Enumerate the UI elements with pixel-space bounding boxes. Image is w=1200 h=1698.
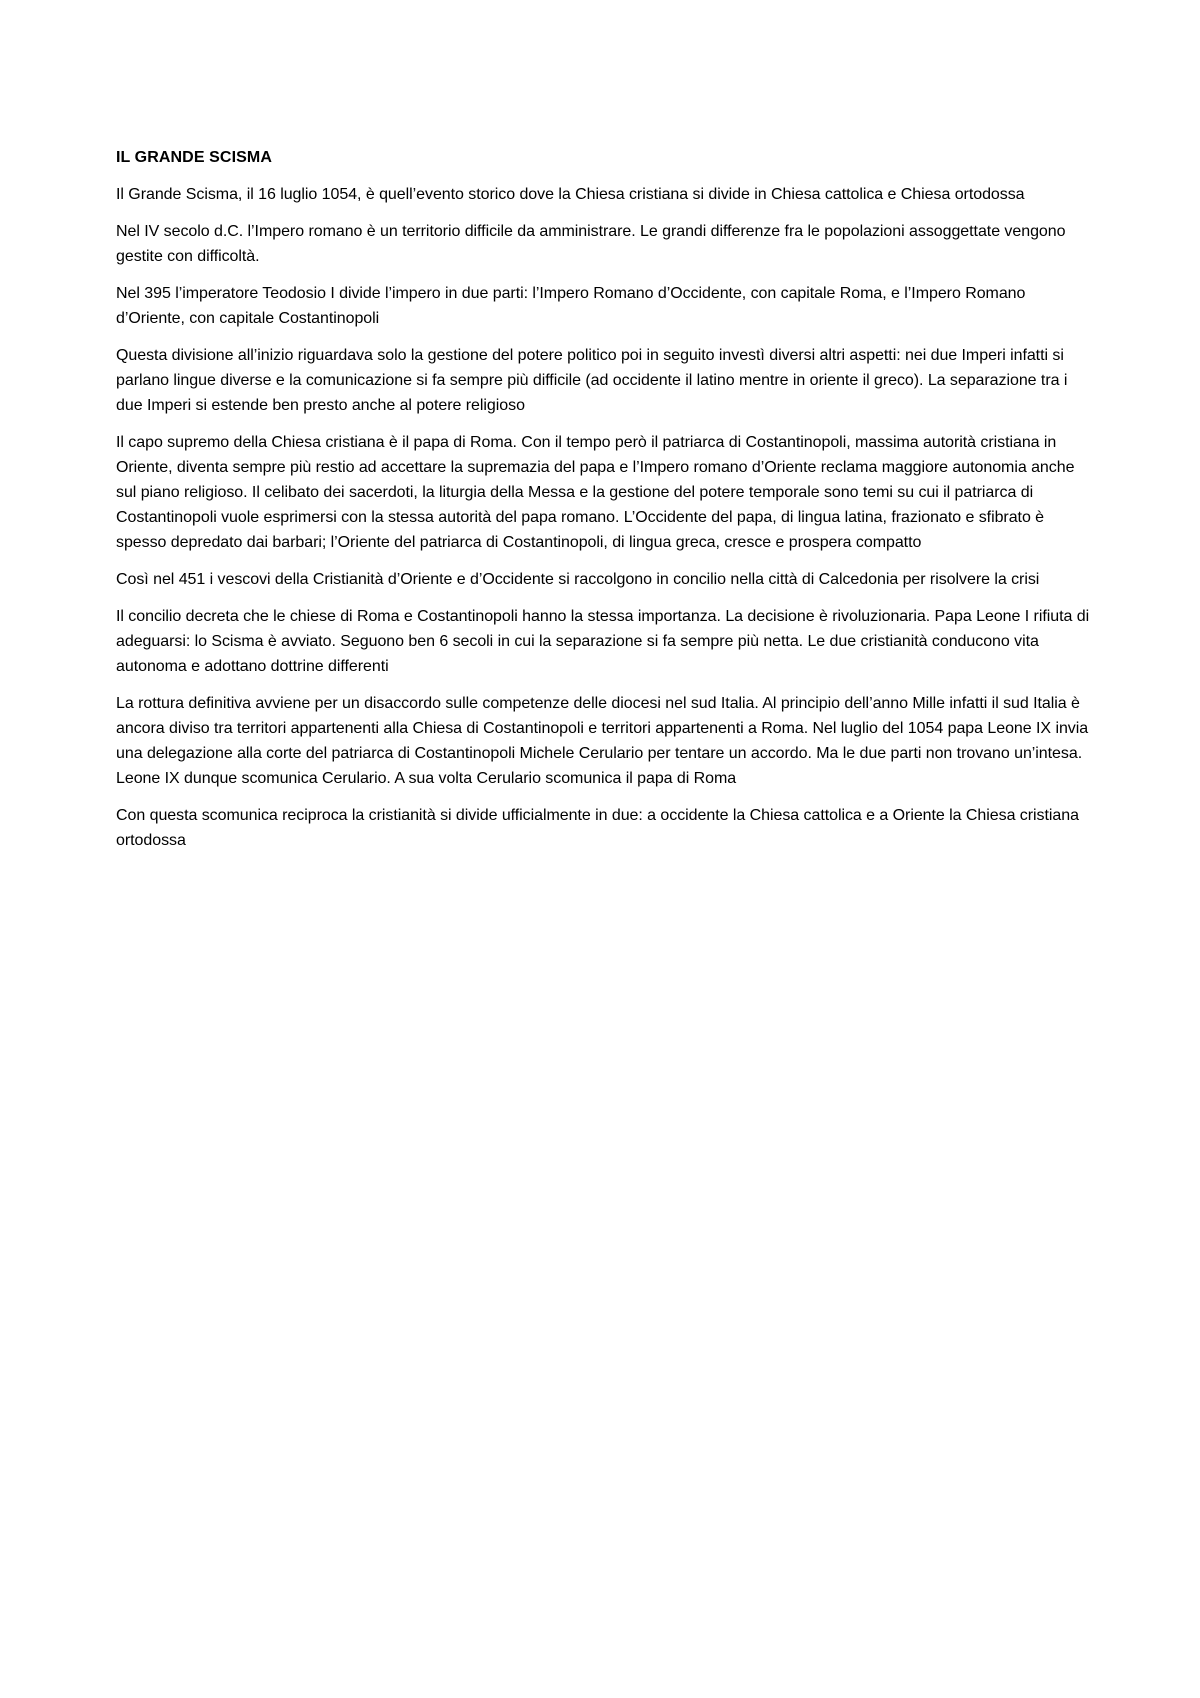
paragraph-scomunica-reciproca: Con questa scomunica reciproca la cristianità si divide ufficialmente in due: a occidente la Chiesa cattolica e a Oriente la Chiesa cristiana ortodossa [116, 807, 1079, 849]
paragraph-grande-scisma-intro: Il Grande Scisma, il 16 luglio 1054, è quell’evento storico dove la Chiesa cristiana si divide in Chiesa cattolica e Chiesa ortodossa [116, 186, 1025, 203]
paragraph-iv-secolo: Nel IV secolo d.C. l’Impero romano è un territorio difficile da amministrare. Le grandi differenze fra le popolazioni assoggettate vengono gestite con difficoltà. [116, 223, 1066, 265]
paragraph-decreto-concilio: Il concilio decreta che le chiese di Roma e Costantinopoli hanno la stessa importanza. La decisione è rivoluzionaria. Papa Leone I rifiuta di adeguarsi: lo Scisma è avviato. Seguono ben 6 secoli in cui la separazione si fa sempre più netta. Le due cristianità conducono vita autonoma e adottano dottrine differenti [116, 608, 1090, 675]
paragraph-teodosio: Nel 395 l’imperatore Teodosio I divide l’impero in due parti: l’Impero Romano d’Occidente, con capitale Roma, e l’Impero Romano d’Oriente, con capitale Costantinopoli [116, 285, 1026, 327]
paragraph-divisione: Questa divisione all’inizio riguardava solo la gestione del potere politico poi in seguito investì diversi altri aspetti: nei due Imperi infatti si parlano lingue diverse e la comunicazione si fa sempre più difficile (ad occidente il latino mentre in oriente il greco). La separazione tra i due Imperi si estende ben presto anche al potere religioso [116, 347, 1068, 414]
paragraph-concilio-calcedonia: Così nel 451 i vescovi della Cristianità d’Oriente e d’Occidente si raccolgono in concilio nella città di Calcedonia per risolvere la crisi [116, 571, 1040, 588]
paragraph-capo-supremo: Il capo supremo della Chiesa cristiana è il papa di Roma. Con il tempo però il patriarca di Costantinopoli, massima autorità cristiana in Oriente, diventa sempre più restio ad accettare la supremazia del papa e l’Impero romano d’Oriente reclama maggiore autonomia anche sul piano religioso. Il celibato dei sacerdoti, la liturgia della Messa e la gestione del potere temporale sono temi su cui il patriarca di Costantinopoli vuole esprimersi con la stessa autorità del papa romano. L’Occidente del papa, di lingua latina, frazionato e sfibrato è spesso depredato dai barbari; l’Oriente del patriarca di Costantinopoli, di lingua greca, cresce e prospera compatto [116, 434, 1075, 551]
document-title: IL GRANDE SCISMA [116, 149, 272, 166]
paragraph-rottura-definitiva: La rottura definitiva avviene per un disaccordo sulle competenze delle diocesi nel sud Italia. Al principio dell’anno Mille infatti il sud Italia è ancora diviso tra territori appartenenti alla Chiesa di Costantinopoli e territori appartenenti a Roma. Nel luglio del 1054 papa Leone IX invia una delegazione alla corte del patriarca di Costantinopoli Michele Cerulario per tentare un accordo. Ma le due parti non trovano un’intesa. Leone IX dunque scomunica Cerulario. A sua volta Cerulario scomunica il papa di Roma [116, 695, 1089, 787]
